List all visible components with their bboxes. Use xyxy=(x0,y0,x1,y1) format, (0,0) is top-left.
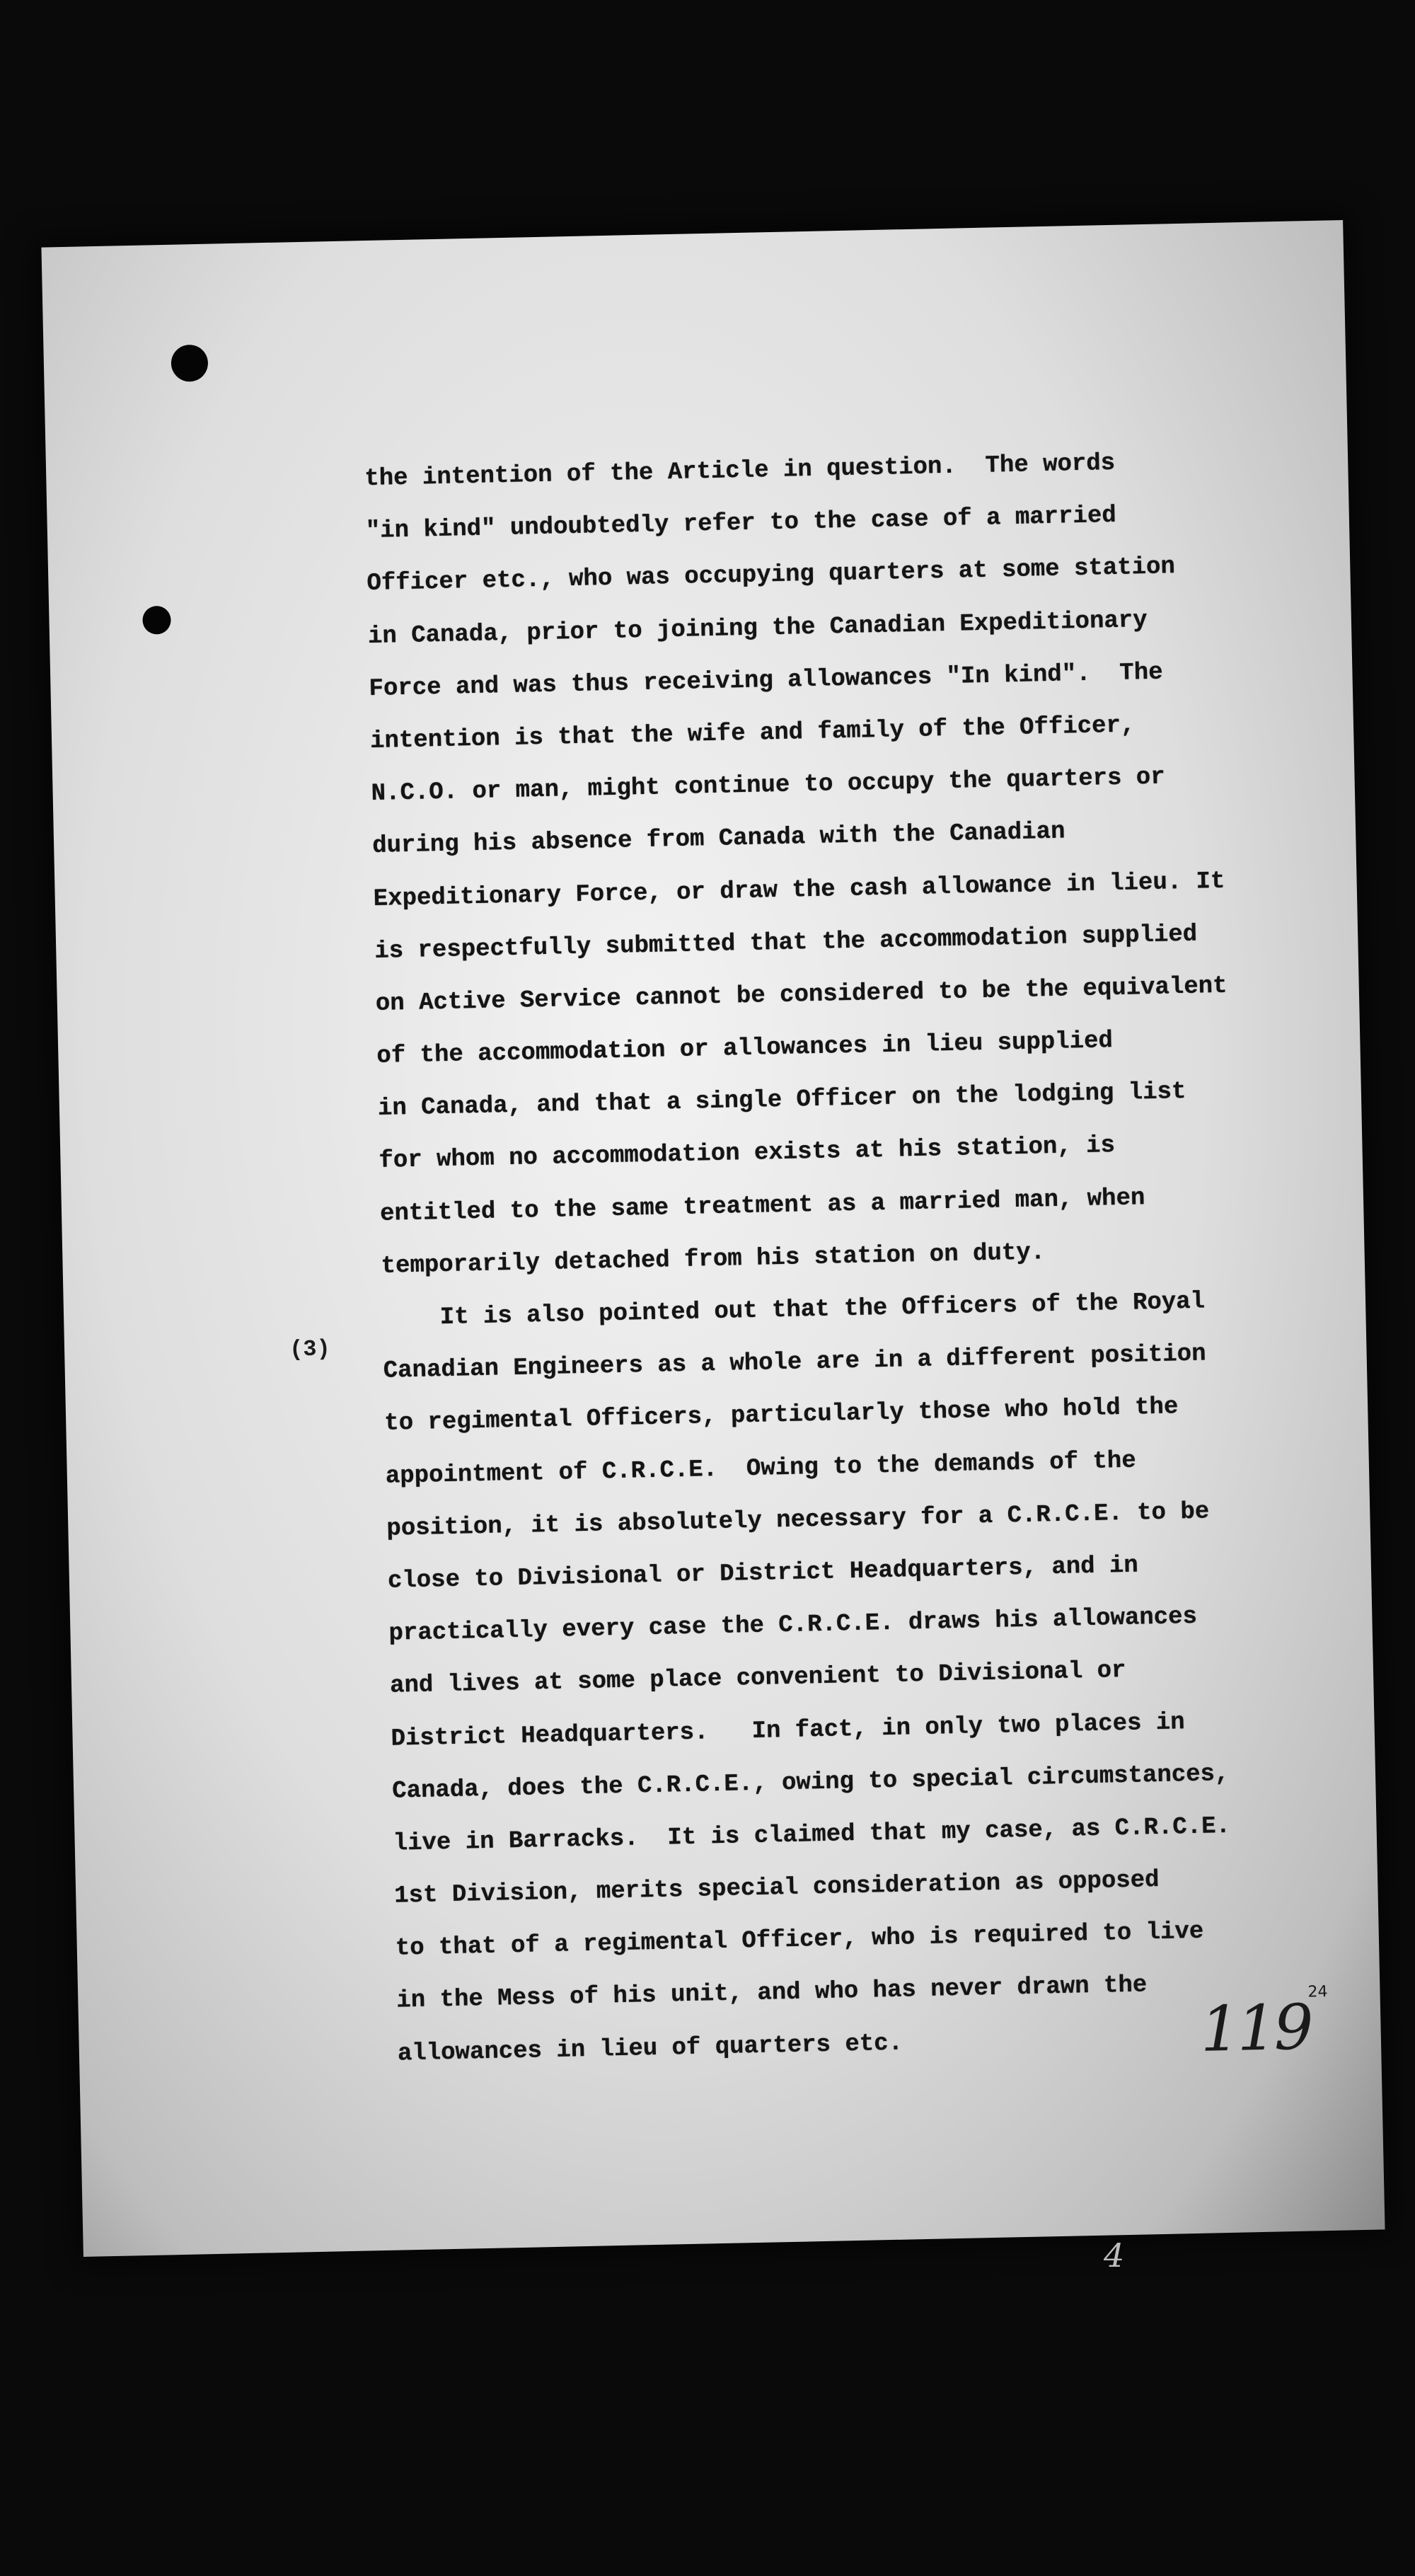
punch-hole-top xyxy=(171,345,208,382)
text-line: Canadian Engineers as a whole are in a different position xyxy=(383,1340,1206,1385)
text-line: the intention of the Article in question. The words xyxy=(364,449,1116,493)
text-line: and lives at some place convenient to Divisional or xyxy=(389,1657,1126,1701)
text-line: to that of a regimental Officer, who is required to live xyxy=(395,1918,1204,1962)
handwritten-page-superscript: 24 xyxy=(1307,1983,1328,2001)
text-line: on Active Service cannot be considered to be the equivalent xyxy=(375,972,1228,1018)
punch-hole-middle xyxy=(142,606,171,635)
handwritten-bottom-mark: 4 xyxy=(1104,2236,1125,2275)
text-line: live in Barracks. It is claimed that my case, as C.R.C.E. xyxy=(393,1812,1231,1858)
handwritten-page-number: 119 xyxy=(1199,1990,1312,2066)
text-line: close to Divisional or District Headquarters, and in xyxy=(387,1552,1139,1595)
text-line: N.C.O. or man, might continue to occupy the quarters or xyxy=(371,764,1166,808)
text-line: Force and was thus receiving allowances "In kind". The xyxy=(369,659,1163,703)
text-line: in Canada, and that a single Officer on the lodging list xyxy=(377,1079,1186,1123)
text-line: in the Mess of his unit, and who has never drawn the xyxy=(396,1972,1148,2016)
paragraph-number: (3) xyxy=(289,1335,331,1363)
text-line: intention is that the wife and family of the Officer, xyxy=(369,712,1136,755)
text-line: allowances in lieu of quarters etc. xyxy=(397,2030,903,2068)
text-line: appointment of C.R.C.E. Owing to the demands of the xyxy=(385,1447,1137,1490)
text-line: "in kind" undoubtedly refer to the case of a married xyxy=(365,502,1117,546)
typed-body-text xyxy=(364,433,1339,2080)
text-line: District Headquarters. In fact, in only two places in xyxy=(391,1708,1186,1753)
text-line: position, it is absolutely necessary for a C.R.C.E. to be xyxy=(386,1498,1210,1543)
text-line: for whom no accommodation exists at his station, is xyxy=(379,1132,1116,1175)
document-page xyxy=(41,220,1385,2257)
text-line: temporarily detached from his station on duty. xyxy=(381,1238,1046,1280)
text-line: practically every case the C.R.C.E. draws his allowances xyxy=(388,1603,1198,1648)
text-line: Officer etc., who was occupying quarters at some station xyxy=(366,553,1176,598)
text-line: in Canada, prior to joining the Canadian Expeditionary xyxy=(367,606,1148,650)
text-line: entitled to the same treatment as a married man, when xyxy=(379,1184,1145,1228)
text-line: of the accommodation or allowances in lieu supplied xyxy=(376,1028,1114,1070)
text-line: Expeditionary Force, or draw the cash allowance in lieu. It xyxy=(373,868,1225,913)
text-line: 1st Division, merits special consideration as opposed xyxy=(393,1867,1160,1910)
text-line: during his absence from Canada with the Canadian xyxy=(371,818,1065,861)
text-line: to regimental Officers, particularly those who hold the xyxy=(383,1393,1179,1438)
text-line: It is also pointed out that the Officers of the Royal xyxy=(381,1288,1206,1333)
text-line: is respectfully submitted that the accommodation supplied xyxy=(374,921,1198,965)
text-line: Canada, does the C.R.C.E., owing to special circumstances, xyxy=(391,1760,1230,1805)
